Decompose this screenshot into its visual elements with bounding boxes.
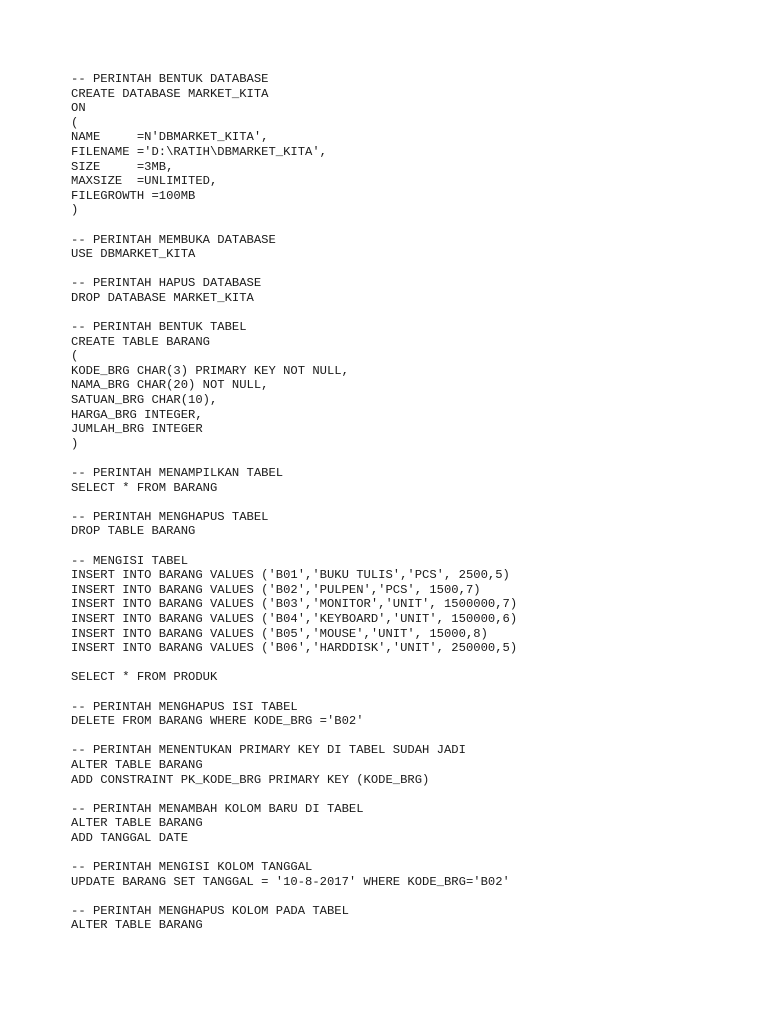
sql-block — [71, 466, 751, 495]
sql-block — [71, 700, 751, 729]
blank-line — [71, 787, 751, 802]
sql-line: CREATE DATABASE MARKET_KITA — [71, 86, 269, 101]
sql-comment: -- PERINTAH BENTUK TABEL — [71, 320, 247, 335]
sql-block — [71, 904, 751, 933]
blank-line — [71, 685, 751, 700]
blank-line — [71, 889, 751, 904]
sql-line: SELECT * FROM PRODUK — [71, 670, 218, 685]
sql-block — [71, 860, 751, 889]
sql-line: NAME =N'DBMARKET_KITA', — [71, 130, 269, 145]
blank-line — [71, 539, 751, 554]
sql-line: SELECT * FROM BARANG — [71, 480, 218, 495]
sql-line: ) — [71, 203, 79, 218]
blank-line — [71, 729, 751, 744]
sql-line: SIZE =3MB, — [71, 159, 174, 174]
sql-line: INSERT INTO BARANG VALUES ('B03','MONITOR','UNIT', 1500000,7) — [71, 597, 518, 612]
sql-line: ALTER TABLE BARANG — [71, 757, 203, 772]
sql-line: ON — [71, 101, 86, 116]
blank-line — [71, 262, 751, 277]
sql-comment: -- PERINTAH HAPUS DATABASE — [71, 276, 262, 291]
sql-comment: -- MENGISI TABEL — [71, 553, 189, 568]
sql-comment: -- PERINTAH MENGHAPUS KOLOM PADA TABEL — [71, 903, 349, 918]
sql-line: CREATE TABLE BARANG — [71, 334, 210, 349]
sql-line: ( — [71, 349, 79, 364]
sql-block — [71, 510, 751, 539]
sql-block — [71, 72, 751, 218]
sql-comment: -- PERINTAH MENENTUKAN PRIMARY KEY DI TABEL SUDAH JADI — [71, 743, 466, 758]
sql-line: ALTER TABLE BARANG — [71, 816, 203, 831]
sql-line: INSERT INTO BARANG VALUES ('B04','KEYBOARD','UNIT', 150000,6) — [71, 611, 518, 626]
blank-line — [71, 495, 751, 510]
sql-comment: -- PERINTAH BENTUK DATABASE — [71, 72, 269, 86]
blank-line — [71, 656, 751, 671]
sql-comment: -- PERINTAH MENGHAPUS ISI TABEL — [71, 699, 298, 714]
sql-line: ) — [71, 436, 79, 451]
sql-line: FILEGROWTH =100MB — [71, 188, 196, 203]
sql-line: ADD CONSTRAINT PK_KODE_BRG PRIMARY KEY (KODE_BRG) — [71, 772, 430, 787]
blank-line — [71, 451, 751, 466]
sql-line: FILENAME ='D:\RATIH\DBMARKET_KITA', — [71, 144, 327, 159]
blank-line — [71, 218, 751, 233]
sql-block — [71, 554, 751, 656]
sql-line: MAXSIZE =UNLIMITED, — [71, 174, 218, 189]
sql-line: JUMLAH_BRG INTEGER — [71, 422, 203, 437]
sql-line: UPDATE BARANG SET TANGGAL = '10-8-2017' WHERE KODE_BRG='B02' — [71, 874, 510, 889]
sql-comment: -- PERINTAH MEMBUKA DATABASE — [71, 232, 276, 247]
sql-line: HARGA_BRG INTEGER, — [71, 407, 203, 422]
sql-line: ALTER TABLE BARANG — [71, 918, 203, 933]
sql-line: SATUAN_BRG CHAR(10), — [71, 393, 218, 408]
sql-block — [71, 743, 751, 787]
sql-line: DROP DATABASE MARKET_KITA — [71, 290, 254, 305]
sql-block — [71, 276, 751, 305]
sql-comment: -- PERINTAH MENGHAPUS TABEL — [71, 509, 269, 524]
sql-line: NAMA_BRG CHAR(20) NOT NULL, — [71, 378, 269, 393]
sql-comment: -- PERINTAH MENAMPILKAN TABEL — [71, 466, 284, 481]
sql-line: DROP TABLE BARANG — [71, 524, 196, 539]
sql-line: INSERT INTO BARANG VALUES ('B01','BUKU TULIS','PCS', 2500,5) — [71, 568, 510, 583]
blank-line — [71, 306, 751, 321]
sql-block — [71, 233, 751, 262]
sql-line: USE DBMARKET_KITA — [71, 247, 196, 262]
sql-line: ADD TANGGAL DATE — [71, 830, 189, 845]
sql-line: DELETE FROM BARANG WHERE KODE_BRG ='B02' — [71, 714, 364, 729]
sql-block — [71, 320, 751, 451]
sql-line: INSERT INTO BARANG VALUES ('B06','HARDDISK','UNIT', 250000,5) — [71, 641, 518, 656]
sql-code-listing — [71, 72, 751, 933]
sql-line: INSERT INTO BARANG VALUES ('B05','MOUSE','UNIT', 15000,8) — [71, 626, 488, 641]
sql-line: KODE_BRG CHAR(3) PRIMARY KEY NOT NULL, — [71, 363, 349, 378]
sql-block — [71, 802, 751, 846]
sql-comment: -- PERINTAH MENAMBAH KOLOM BARU DI TABEL — [71, 801, 364, 816]
sql-block — [71, 670, 751, 685]
sql-line: INSERT INTO BARANG VALUES ('B02','PULPEN','PCS', 1500,7) — [71, 582, 481, 597]
sql-comment: -- PERINTAH MENGISI KOLOM TANGGAL — [71, 860, 313, 875]
sql-line: ( — [71, 115, 79, 130]
blank-line — [71, 845, 751, 860]
